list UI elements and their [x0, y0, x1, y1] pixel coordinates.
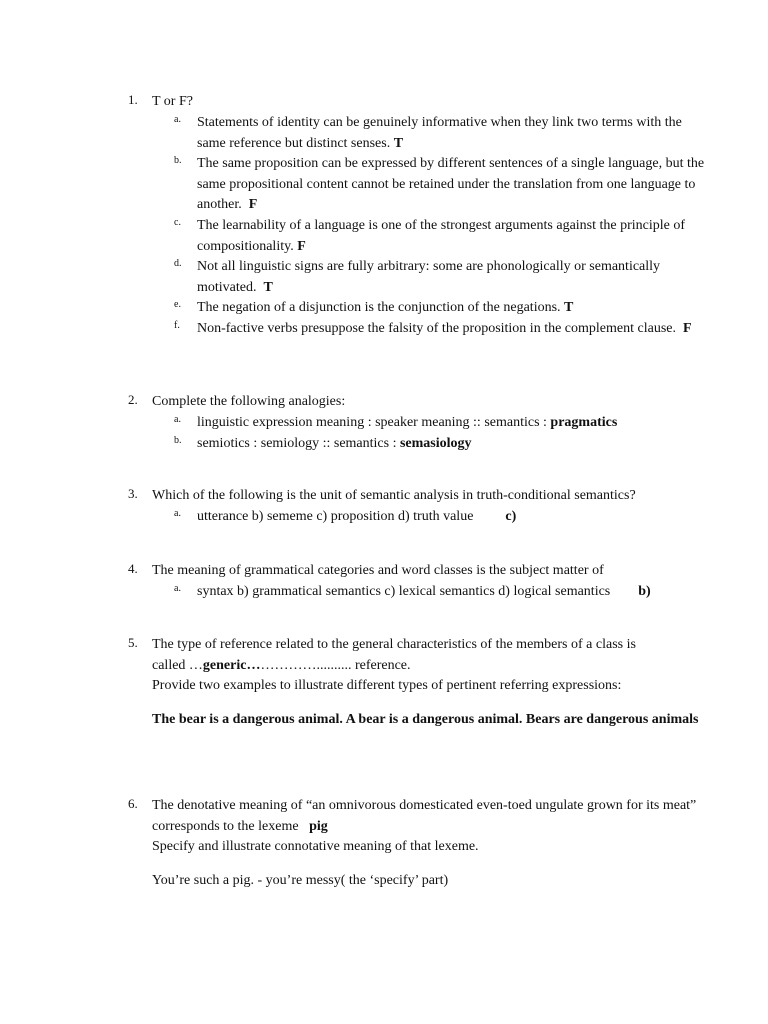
item-text: Non-factive verbs presuppose the falsity of the proposition in the complement clause.	[197, 321, 676, 336]
question-answer: You’re such a pig. - you’re messy( the ‘specify’ part)	[152, 872, 449, 888]
question-prompt: Complete the following analogies:	[152, 394, 346, 409]
item-letter: e.	[174, 299, 181, 310]
item-text: Statements of identity can be genuinely informative when they link two terms with the same reference but distinct senses.	[197, 115, 682, 151]
question-number: 5.	[128, 635, 138, 650]
question-number: 4.	[128, 561, 138, 576]
item-letter: c.	[174, 217, 181, 228]
called-answer: generic…	[202, 657, 261, 673]
item-answer: c)	[505, 509, 517, 524]
item-letter: b.	[174, 435, 182, 446]
item-text: The negation of a disjunction is the conjunction of the negations.	[197, 300, 561, 315]
item-letter: f.	[174, 320, 180, 331]
item-text: The same proposition can be expressed by different sentences of a single language, but the same propositional content cannot be retained under the translation from one language to another.	[197, 156, 705, 212]
item-answer: b)	[638, 584, 651, 599]
question-instruction: Provide two examples to illustrate different types of pertinent referring expressions:	[152, 678, 622, 693]
item-answer: F	[682, 321, 692, 336]
item-answer: T	[263, 279, 273, 295]
question-prompt: Which of the following is the unit of semantic analysis in truth-conditional semantics?	[152, 488, 636, 503]
question-prompt: The type of reference related to the general characteristics of the members of a class is	[152, 637, 636, 652]
item-answer: semasiology	[399, 436, 472, 451]
called-suffix: ………….......... reference.	[260, 657, 411, 673]
question-prompt: The denotative meaning of “an omnivorous domesticated even-toed ungulate grown for its meat” corresponds to the lexeme	[152, 798, 697, 834]
item-answer: T	[393, 135, 404, 151]
called-prefix: called …	[152, 657, 203, 673]
question-number: 3.	[128, 486, 138, 501]
item-text: Not all linguistic signs are fully arbitrary: some are phonologically or semantically motivated.	[197, 259, 661, 295]
question-number: 6.	[128, 796, 138, 811]
item-text: linguistic expression meaning : speaker meaning :: semantics :	[197, 415, 547, 430]
question-number: 1.	[128, 92, 138, 107]
item-text: utterance b) sememe c) proposition d) truth value	[197, 509, 474, 524]
item-letter: a.	[174, 414, 181, 425]
item-text: The learnability of a language is one of the strongest arguments against the principle of compositionality.	[197, 218, 686, 254]
item-letter: a.	[174, 583, 181, 594]
question-prompt: T or F?	[152, 94, 193, 109]
item-letter: d.	[174, 258, 182, 269]
item-answer: pragmatics	[550, 415, 618, 430]
item-text: syntax b) grammatical semantics c) lexical semantics d) logical semantics	[197, 584, 611, 599]
question-answer: The bear is a dangerous animal. A bear is a dangerous animal. Bears are dangerous animals	[152, 711, 699, 727]
question-instruction: Specify and illustrate connotative meaning of that lexeme.	[152, 839, 479, 854]
item-letter: a.	[174, 508, 181, 519]
item-text: semiotics : semiology :: semantics :	[197, 436, 397, 451]
item-answer: F	[248, 197, 258, 212]
question-prompt: The meaning of grammatical categories and word classes is the subject matter of	[152, 563, 604, 578]
item-letter: a.	[174, 114, 181, 125]
question-number: 2.	[128, 392, 138, 407]
lexeme-answer: pig	[309, 818, 328, 834]
item-answer: F	[297, 238, 306, 254]
item-letter: b.	[174, 155, 182, 166]
item-answer: T	[564, 300, 574, 315]
